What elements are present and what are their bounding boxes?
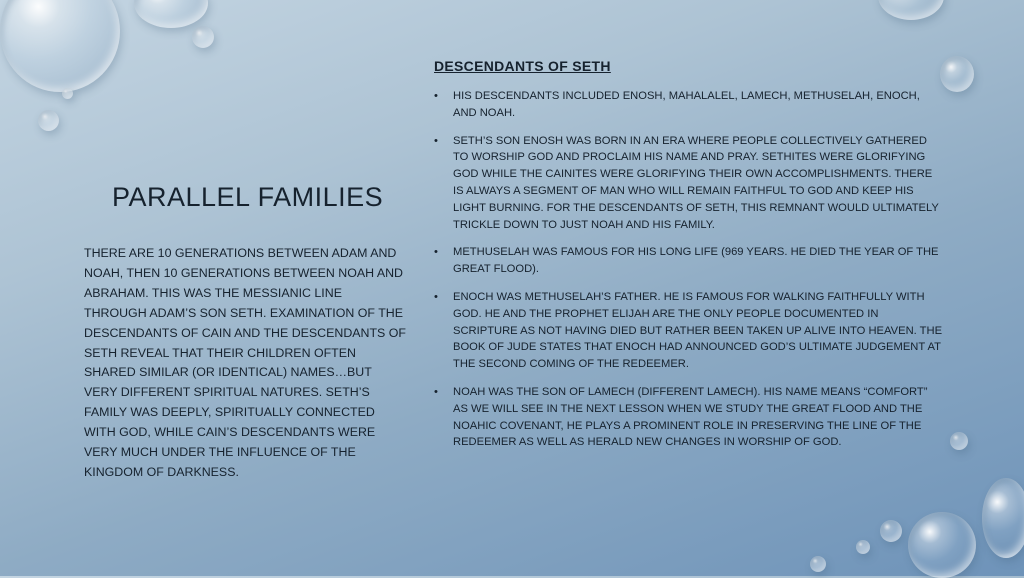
content-column [434, 58, 944, 462]
water-droplet-decoration [0, 0, 120, 92]
list-item [434, 384, 944, 451]
water-droplet-decoration [134, 0, 208, 28]
water-droplet-decoration [192, 26, 214, 48]
slide-title: PARALLEL FAMILIES [112, 182, 384, 212]
water-droplet-decoration [982, 478, 1024, 558]
list-item [434, 244, 944, 278]
list-item [434, 133, 944, 234]
water-droplet-decoration [940, 56, 974, 92]
water-droplet-decoration [878, 0, 944, 20]
list-item [434, 289, 944, 373]
water-droplet-decoration [950, 432, 968, 450]
list-item [434, 88, 944, 122]
bullet-list [434, 88, 944, 451]
bullet-icon: • [434, 134, 438, 147]
bullet-icon: • [434, 90, 438, 102]
water-droplet-decoration [908, 512, 976, 578]
list-item-text: HIS DESCENDANTS INCLUDED ENOSH, MAHALALEL, LAMECH, METHUSELAH, ENOCH, AND NOAH. [453, 90, 920, 119]
list-item-text: SETH’S SON ENOSH WAS BORN IN AN ERA WHERE PEOPLE COLLECTIVELY GATHERED TO WORSHIP GOD AND PROCLAIM HIS NAME AND PRAY. SETHITES WERE GLORIFYING GOD WHILE THE CAINITES WERE GLORIFYING THEIR OWN ACCOMPLISHMENTS. THERE IS ALWAYS A SEGMENT OF MAN WHO WILL REMAIN FAITHFUL TO GOD AND KEEP HIS LIGHT BURNING. FOR THE DESCENDANTS OF SETH, THIS REMNANT WOULD ULTIMATELY TRICKLE DOWN TO JUST NOAH AND HIS FAMILY. [453, 134, 939, 231]
water-droplet-decoration [38, 110, 59, 131]
list-item-text: METHUSELAH WAS FAMOUS FOR HIS LONG LIFE (969 YEARS. HE DIED THE YEAR OF THE GREAT FLOOD). [453, 246, 939, 276]
water-droplet-decoration [62, 88, 73, 99]
water-droplet-decoration [880, 520, 902, 542]
intro-paragraph: THERE ARE 10 GENERATIONS BETWEEN ADAM AND NOAH, THEN 10 GENERATIONS BETWEEN NOAH AND ABRAHAM. THIS WAS THE MESSIANIC LINE THROUGH ADAM’S SON SETH. EXAMINATION OF THE DESCENDANTS OF CAIN AND THE DESCENDANTS OF SETH REVEAL THAT THEIR CHILDREN OFTEN SHARED SIMILAR (OR IDENTICAL) NAMES…BUT VERY DIFFERENT SPIRITUAL NATURES. SETH’S FAMILY WAS DEEPLY, SPIRITUALLY CONNECTED WITH GOD, WHILE CAIN’S DESCENDANTS WERE VERY MUCH UNDER THE INFLUENCE OF THE KINGDOM OF DARKNESS. [84, 246, 406, 479]
bullet-icon: • [434, 246, 438, 259]
section-heading: DESCENDANTS OF SETH [434, 58, 611, 74]
list-item-text: NOAH WAS THE SON OF LAMECH (DIFFERENT LAMECH). HIS NAME MEANS “COMFORT” AS WE WILL SEE IN THE NEXT LESSON WHEN WE STUDY THE GREAT FLOOD AND THE NOAHIC COVENANT, HE PLAYS A PROMINENT ROLE IN PRESERVING THE LINE OF THE REDEEMER AS WELL AS HERALD NEW CHANGES IN WORSHIP OF GOD. [453, 385, 928, 449]
bullet-icon: • [434, 385, 438, 398]
water-droplet-decoration [810, 556, 826, 572]
list-item-text: ENOCH WAS METHUSELAH’S FATHER. HE IS FAMOUS FOR WALKING FAITHFULLY WITH GOD. HE AND THE PROPHET ELIJAH ARE THE ONLY PEOPLE DOCUMENTED IN SCRIPTURE AS NOT HAVING DIED BUT RATHER BEEN TAKEN UP ALIVE INTO HEAVEN. THE BOOK OF JUDE STATES THAT ENOCH HAD ANNOUNCED GOD’S ULTIMATE JUDGEMENT AT THE SECOND COMING OF THE REDEEMER. [453, 290, 943, 371]
water-droplet-decoration [856, 540, 870, 554]
bullet-icon: • [434, 290, 438, 303]
